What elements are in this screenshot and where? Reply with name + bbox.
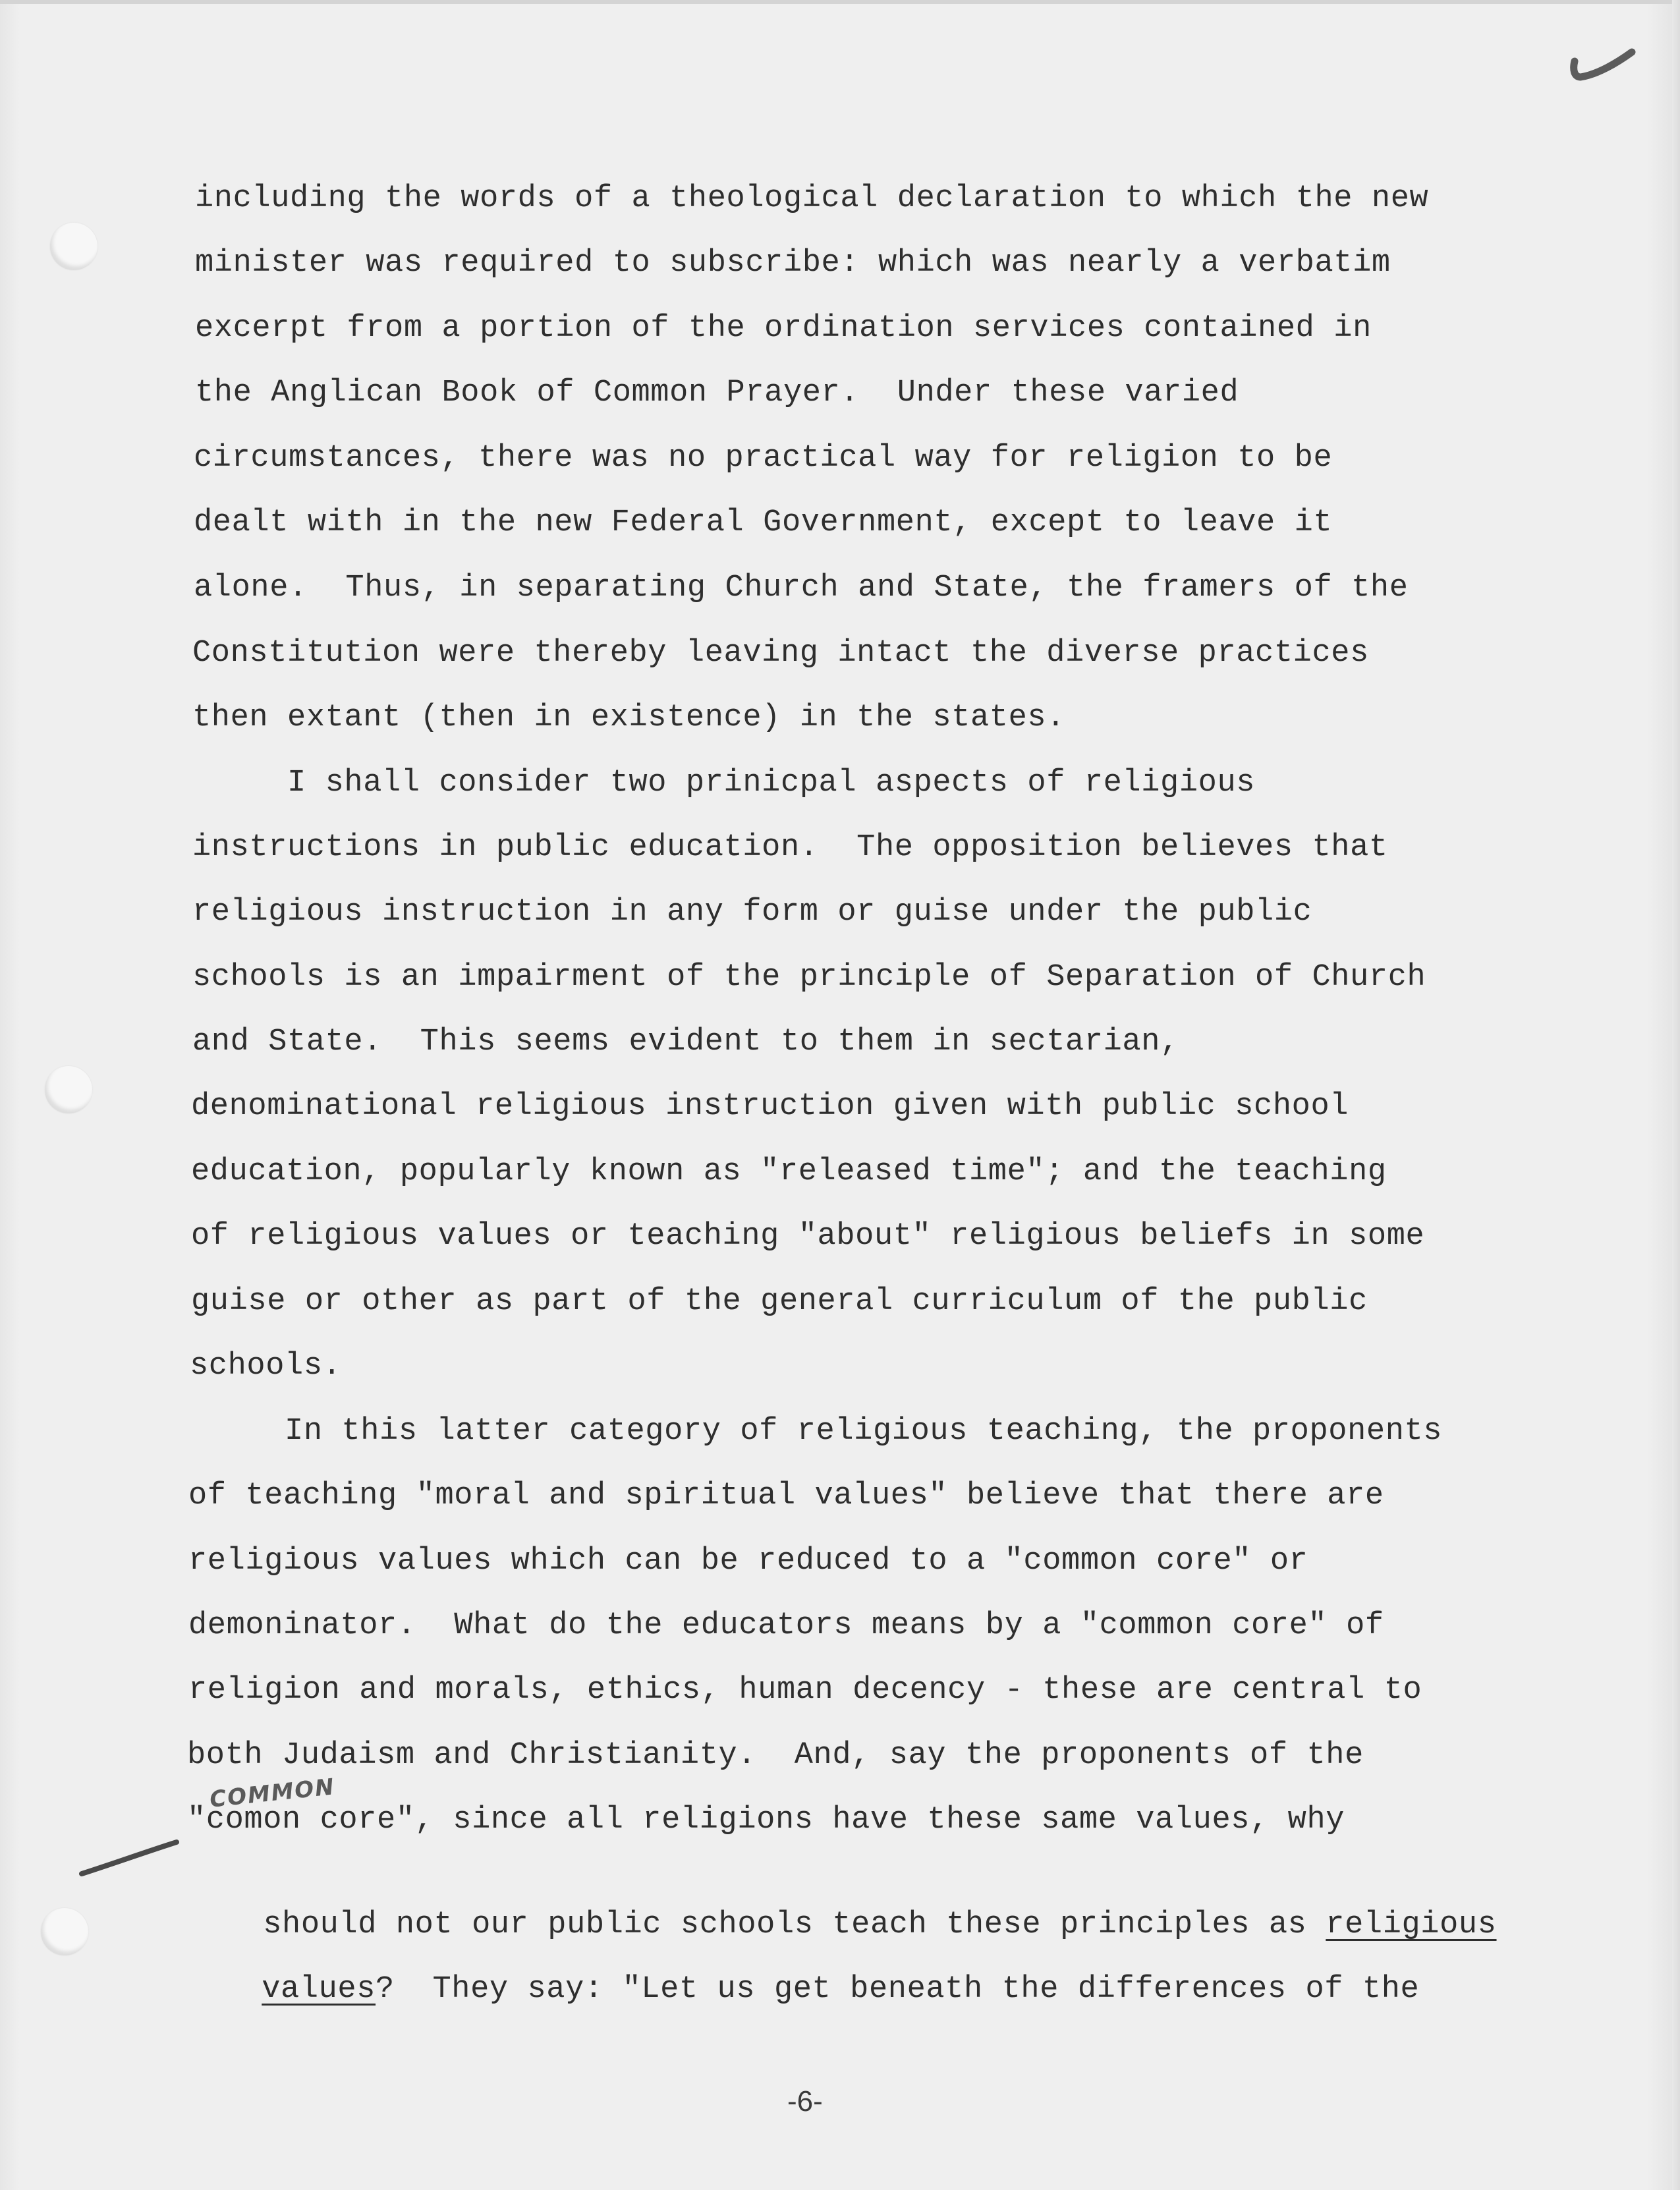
text-line: circumstances, there was no practical way for religion to be (194, 441, 1333, 476)
underlined-text: values (262, 1972, 376, 2007)
text-line: minister was required to subscribe: which was nearly a verbatim (195, 246, 1391, 281)
text-line: schools is an impairment of the principle of Separation of Church (192, 960, 1426, 995)
text-segment: ? They say: "Let us get beneath the differences of the (376, 1972, 1420, 2007)
text-line: then extant (then in existence) in the states. (192, 700, 1066, 735)
underlined-text: religious (1326, 1907, 1497, 1942)
text-line: excerpt from a portion of the ordination services contained in (195, 311, 1372, 346)
text-line: and State. This seems evident to them in sectarian, (192, 1025, 1179, 1059)
text-line: guise or other as part of the general curriculum of the public (191, 1284, 1368, 1319)
text-line: demoninator. What do the educators means by a "common core" of (188, 1608, 1384, 1643)
text-line: denominational religious instruction given with public school (191, 1089, 1349, 1124)
text-line: "comon core", since all religions have these same values, why (187, 1803, 1345, 1838)
text-line: religious values which can be reduced to a "common core" or (188, 1544, 1308, 1579)
text-line: In this latter category of religious teaching, the proponents (190, 1414, 1443, 1449)
handwritten-correction: COMMON (208, 1774, 337, 1813)
page-top-edge (0, 0, 1680, 4)
text-line: of teaching "moral and spiritual values" believe that there are (188, 1478, 1384, 1513)
text-line: I shall consider two prinicpal aspects of religious (192, 766, 1256, 800)
text-line: religion and morals, ethics, human decency - these are central to (188, 1673, 1422, 1708)
text-line: dealt with in the new Federal Government, except to leave it (194, 505, 1333, 540)
text-line: the Anglican Book of Common Prayer. Under these varied (195, 376, 1239, 410)
text-line: education, popularly known as "released time"; and the teaching (191, 1154, 1387, 1189)
text-line: Constitution were thereby leaving intact the diverse practices (192, 636, 1369, 671)
margin-stroke-icon (78, 1838, 183, 1878)
text-line: of religious values or teaching "about" religious beliefs in some (191, 1219, 1425, 1254)
checkmark-icon (1571, 49, 1637, 89)
punch-hole-bottom (41, 1908, 88, 1955)
page-number: -6- (787, 2085, 823, 2118)
text-line: including the words of a theological declaration to which the new (195, 181, 1429, 216)
text-line: alone. Thus, in separating Church and State, the framers of the (194, 571, 1409, 605)
text-line: schools. (190, 1349, 342, 1384)
text-line (186, 1930, 1419, 2049)
punch-hole-middle (45, 1066, 92, 1113)
text-line: both Judaism and Christianity. And, say the proponents of the (187, 1738, 1364, 1773)
page-right-edge (1672, 0, 1680, 2190)
punch-hole-top (50, 223, 98, 270)
text-segment: should not our public schools teach these principles as (263, 1907, 1326, 1942)
text-line: instructions in public education. The opposition believes that (192, 830, 1388, 865)
text-line: religious instruction in any form or guise under the public (192, 895, 1312, 930)
